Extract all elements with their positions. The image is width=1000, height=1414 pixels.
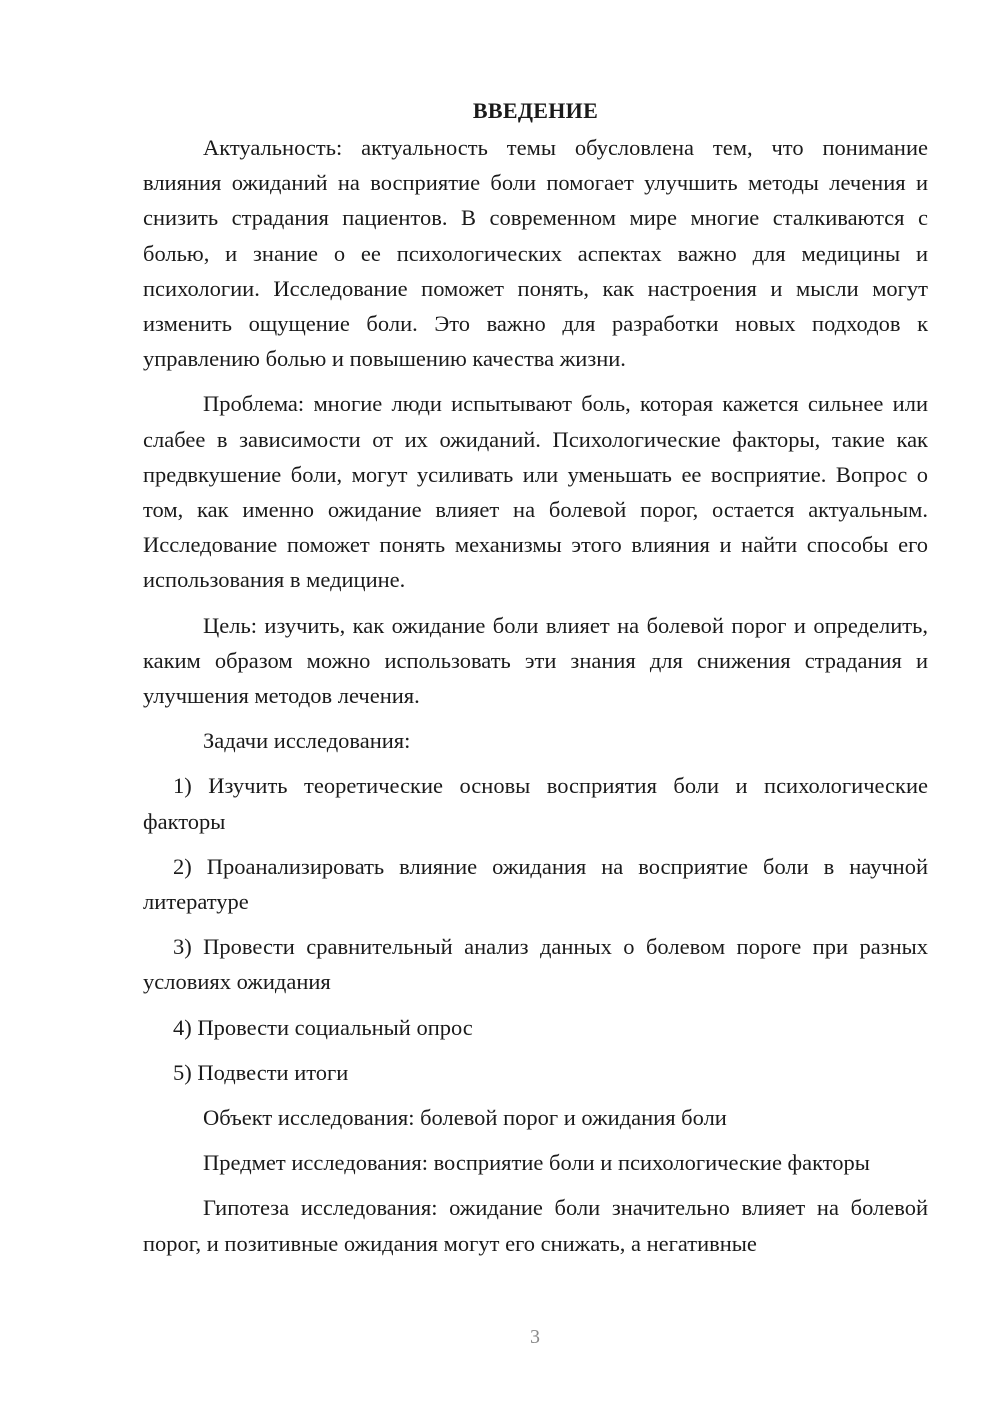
page-number: 3 [530,1326,540,1348]
paragraph-relevance: Актуальность: актуальность темы обусловлена тем, что понимание влияния ожиданий на восприятие боли помогает улучшить методы лечения и снизить страдания пациентов. В современном мире многие сталкиваются с болью, и знание о ее психологических аспектах важно для медицины и психологии. Исследование поможет понять, как настроения и мысли могут изменить ощущение боли. Это важно для разработки новых подходов к управлению болью и повышению качества жизни. [143,135,928,372]
list-item: 4) Провести социальный опрос [173,1014,473,1040]
page-title: ВВЕДЕНИЕ [472,98,599,123]
list-item: 2) Проанализировать влияние ожидания на восприятие боли в научной литературе [143,853,928,915]
paragraph-goal: Цель: изучить, как ожидание боли влияет на болевой порог и определить, каким образом можно использовать эти знания для снижения страдания и улучшения методов лечения. [143,612,928,709]
paragraph-hypothesis: Гипотеза исследования: ожидание боли значительно влияет на болевой порог, и позитивные ожидания могут его снижать, а негативные [143,1195,928,1256]
paragraph-subject: Предмет исследования: восприятие боли и психологические факторы [203,1150,870,1176]
paragraph-object: Объект исследования: болевой порог и ожидания боли [203,1105,727,1131]
document-page [143,96,928,1271]
paragraph-problem: Проблема: многие люди испытывают боль, которая кажется сильнее или слабее в зависимости от их ожиданий. Психологические факторы, такие как предвкушение боли, могут усиливать или уменьшать ее восприятие. Вопрос о том, как именно ожидание влияет на болевой порог, остается актуальным. Исследование поможет понять механизмы этого влияния и найти способы его использования в медицине. [143,391,928,593]
list-item: 5) Подвести итоги [173,1059,349,1085]
tasks-heading: Задачи исследования: [203,728,411,754]
list-item: 1) Изучить теоретические основы восприятия боли и психологические факторы [143,773,928,834]
tasks-list [143,768,928,1090]
list-item: 3) Провести сравнительный анализ данных о болевом пороге при разных условиях ожидания [143,934,928,995]
